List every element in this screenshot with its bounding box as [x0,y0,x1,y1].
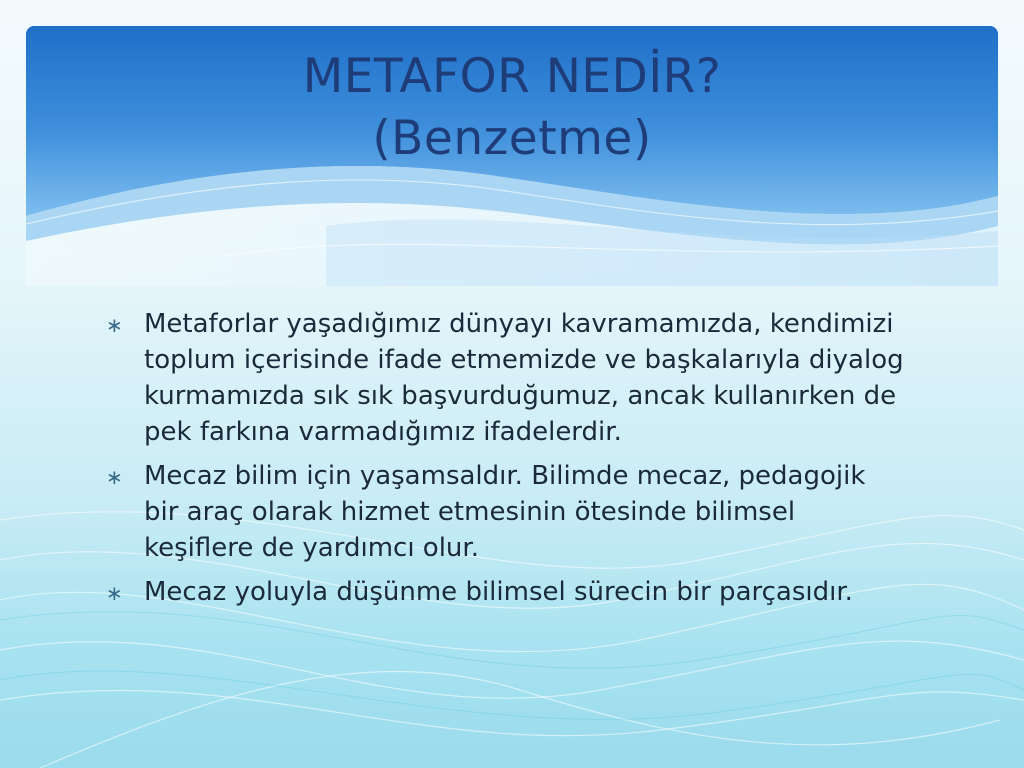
asterisk-bullet-icon: ∗ [106,313,123,337]
bullet-text: Mecaz bilim için yaşamsaldır. Bilimde mecaz, pedagojik bir araç olarak hizmet etmesinin ötesinde bilimsel keşiflere de yardımcı olur. [144,461,866,563]
bullet-list [104,306,904,618]
title-line-2: (Benzetme) [372,111,652,166]
bullet-text: Mecaz yoluyla düşünme bilimsel sürecin bir parçasıdır. [144,577,853,607]
slide-title [26,46,998,170]
bullet-text: Metaforlar yaşadığımız dünyayı kavramamızda, kendimizi toplum içerisinde ifade etmemizde ve başkalarıyla diyalog kurmamızda sık sık başvurduğumuz, ancak kullanırken de pek farkına varmadığımız ifadelerdir. [144,309,904,447]
bullet-item [104,458,904,566]
bullet-item [104,306,904,450]
asterisk-bullet-icon: ∗ [106,465,123,489]
bullet-item [104,574,904,610]
title-line-1: METAFOR NEDİR? [302,49,722,104]
asterisk-bullet-icon: ∗ [106,581,123,605]
